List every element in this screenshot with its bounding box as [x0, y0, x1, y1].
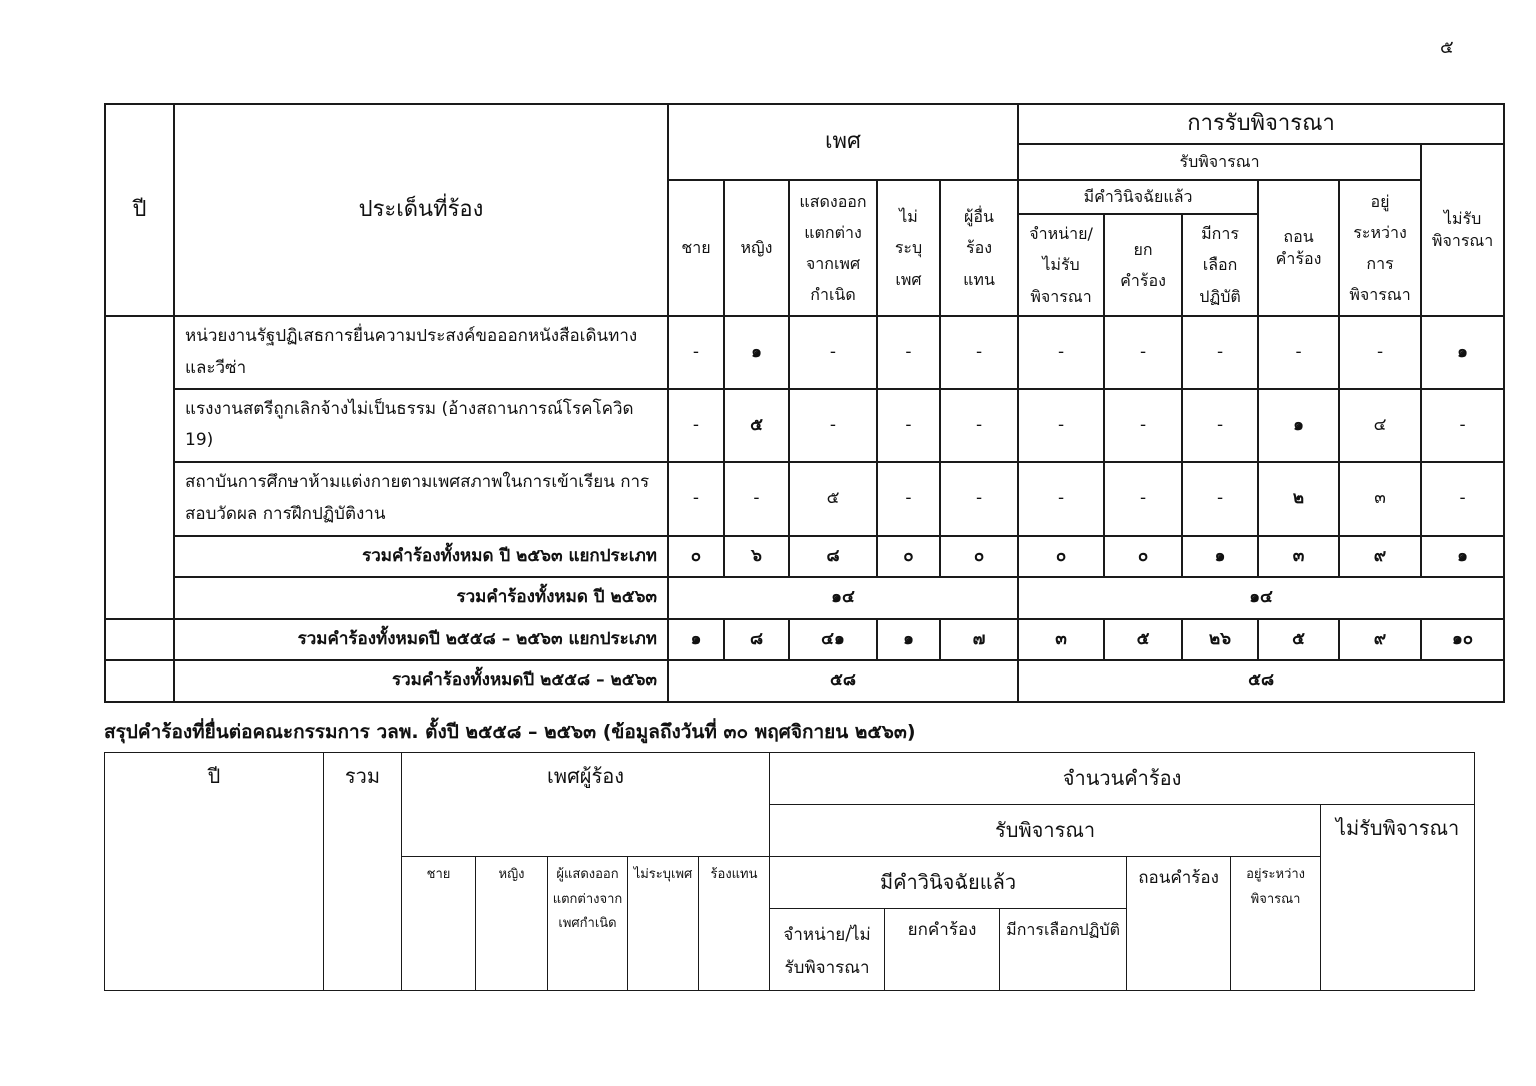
value-cell: - [1421, 462, 1504, 536]
value-cell: - [1104, 462, 1182, 536]
sum-cell: ๓ [1018, 619, 1104, 660]
summary-header-complaint-count: จำนวนคำร้อง [770, 753, 1475, 805]
summary-header-rejected: ยกคำร้อง [885, 909, 1000, 991]
value-cell: - [1339, 316, 1421, 389]
sum-cell: ๓ [1258, 536, 1339, 577]
issue-cell: หน่วยงานรัฐปฏิเสธการยื่นความประสงค์ขอออกหนังสือเดินทาง และวีซ่า [174, 316, 668, 389]
summary-header-decided: มีคำวินิจฉัยแล้ว [770, 857, 1127, 909]
value-cell: - [940, 462, 1018, 536]
year-cell [105, 660, 174, 702]
summary-header-diverse: ผู้แสดงออก แตกต่างจาก เพศกำเนิด [548, 857, 628, 991]
value-cell: ๕ [789, 462, 877, 536]
value-cell: - [1421, 389, 1504, 462]
sum-cell: ๑๔ [668, 577, 1018, 619]
value-cell: - [668, 462, 724, 536]
header-not-accepted: ไม่รับ พิจารณา [1421, 144, 1504, 316]
sum-label: รวมคำร้องทั้งหมด ปี ๒๕๖๓ แยกประเภท [174, 536, 668, 577]
table-row [105, 316, 1504, 389]
sum-label: รวมคำร้องทั้งหมด ปี ๒๕๖๓ [174, 577, 668, 619]
value-cell: - [940, 316, 1018, 389]
sum-row-by-type-2563 [105, 536, 1504, 577]
value-cell: - [877, 462, 940, 536]
summary-header-unspecified: ไม่ระบุเพศ [628, 857, 699, 991]
header-consideration: การรับพิจารณา [1018, 104, 1504, 144]
value-cell: ๕ [724, 389, 789, 462]
value-cell: ๓ [1339, 462, 1421, 536]
value-cell: - [1182, 389, 1258, 462]
sum-cell: ๕๘ [668, 660, 1018, 702]
header-rejected: ยก คำร้อง [1104, 214, 1182, 316]
value-cell: - [1104, 389, 1182, 462]
value-cell: - [789, 316, 877, 389]
summary-header-choose: มีการเลือกปฏิบัติ [1000, 909, 1127, 991]
value-cell: - [1182, 316, 1258, 389]
table-row [105, 389, 1504, 462]
header-unspecified: ไม่ ระบุ เพศ [877, 180, 940, 316]
value-cell: - [1018, 316, 1104, 389]
sum-cell: ๑ [877, 619, 940, 660]
value-cell: ๒ [1258, 462, 1339, 536]
sum-cell: ๐ [1104, 536, 1182, 577]
header-accepted: รับพิจารณา [1018, 144, 1421, 180]
sum-cell: ๒๖ [1182, 619, 1258, 660]
issue-cell: สถาบันการศึกษาห้ามแต่งกายตามเพศสภาพในการเข้าเรียน การ สอบวัดผล การฝึกปฏิบัติงาน [174, 462, 668, 536]
sum-cell: ๖ [724, 536, 789, 577]
sum-cell: ๑๔ [1018, 577, 1504, 619]
summary-header-male: ชาย [402, 857, 476, 991]
sum-cell: ๑๐ [1421, 619, 1504, 660]
sum-cell: ๙ [1339, 536, 1421, 577]
summary-header-pending: อยู่ระหว่าง พิจารณา [1231, 857, 1321, 991]
summary-header-total: รวม [324, 753, 402, 991]
sum-cell: ๘ [789, 536, 877, 577]
sum-cell: ๕ [1104, 619, 1182, 660]
value-cell: - [668, 316, 724, 389]
summary-header-proxy: ร้องแทน [699, 857, 770, 991]
sum-cell: ๗ [940, 619, 1018, 660]
value-cell: - [877, 389, 940, 462]
summary-header-not-accepted: ไม่รับพิจารณา [1321, 805, 1475, 991]
summary-header-year: ปี [105, 753, 324, 991]
summary-header-gender: เพศผู้ร้อง [402, 753, 770, 857]
value-cell: - [877, 316, 940, 389]
header-issue: ประเด็นที่ร้อง [174, 104, 668, 316]
value-cell: ๔ [1339, 389, 1421, 462]
value-cell: - [940, 389, 1018, 462]
value-cell: - [1018, 389, 1104, 462]
sum-cell: ๘ [724, 619, 789, 660]
table-row [105, 462, 1504, 536]
value-cell: ๑ [1258, 389, 1339, 462]
summary-header-withdrawn: ถอนคำร้อง [1127, 857, 1231, 991]
header-decided: มีคำวินิจฉัยแล้ว [1018, 180, 1258, 214]
header-choose: มีการ เลือก ปฏิบัติ [1182, 214, 1258, 316]
value-cell: - [789, 389, 877, 462]
value-cell: - [1104, 316, 1182, 389]
value-cell: - [1182, 462, 1258, 536]
value-cell: ๑ [724, 316, 789, 389]
value-cell: - [724, 462, 789, 536]
sum-cell: ๑ [1182, 536, 1258, 577]
sum-cell: ๐ [1018, 536, 1104, 577]
header-gender: เพศ [668, 104, 1018, 180]
summary-table [104, 752, 1475, 991]
value-cell: ๑ [1421, 316, 1504, 389]
header-dismissed: จำหน่าย/ ไม่รับ พิจารณา [1018, 214, 1104, 316]
header-diverse: แสดงออก แตกต่าง จากเพศ กำเนิด [789, 180, 877, 316]
sum-cell: ๔๑ [789, 619, 877, 660]
summary-header-accepted: รับพิจารณา [770, 805, 1321, 857]
year-cell [105, 619, 174, 660]
sum-label: รวมคำร้องทั้งหมดปี ๒๕๕๘ – ๒๕๖๓ [174, 660, 668, 702]
header-pending: อยู่ ระหว่าง การ พิจารณา [1339, 180, 1421, 316]
header-year: ปี [105, 104, 174, 316]
header-female: หญิง [724, 180, 789, 316]
sum-cell: ๐ [668, 536, 724, 577]
sum-row-total-range [105, 660, 1504, 702]
sum-cell: ๕๘ [1018, 660, 1504, 702]
value-cell: - [1018, 462, 1104, 536]
sum-label: รวมคำร้องทั้งหมดปี ๒๕๕๘ – ๒๕๖๓ แยกประเภท [174, 619, 668, 660]
sum-cell: ๑ [668, 619, 724, 660]
sum-cell: ๐ [877, 536, 940, 577]
page-number: ๕ [1440, 37, 1454, 58]
sum-cell: ๙ [1339, 619, 1421, 660]
sum-row-by-type-range [105, 619, 1504, 660]
sum-cell: ๑ [1421, 536, 1504, 577]
sum-row-total-2563 [105, 577, 1504, 619]
issue-cell: แรงงานสตรีถูกเลิกจ้างไม่เป็นธรรม (อ้างสถานการณ์โรคโควิด 19) [174, 389, 668, 462]
sum-cell: ๐ [940, 536, 1018, 577]
complaints-table-2563 [104, 103, 1505, 703]
summary-header-dismissed: จำหน่าย/ไม่ รับพิจารณา [770, 909, 885, 991]
year-cell [105, 316, 174, 619]
value-cell: - [1258, 316, 1339, 389]
sum-cell: ๕ [1258, 619, 1339, 660]
header-withdrawn: ถอน คำร้อง [1258, 180, 1339, 316]
summary-header-female: หญิง [476, 857, 548, 991]
value-cell: - [668, 389, 724, 462]
header-proxy: ผู้อื่น ร้อง แทน [940, 180, 1018, 316]
summary-title: สรุปคำร้องที่ยื่นต่อคณะกรรมการ วลพ. ตั้งปี ๒๕๕๘ – ๒๕๖๓ (ข้อมูลถึงวันที่ ๓๐ พฤศจิกายน ๒๕๖๓) [104, 721, 916, 743]
header-male: ชาย [668, 180, 724, 316]
